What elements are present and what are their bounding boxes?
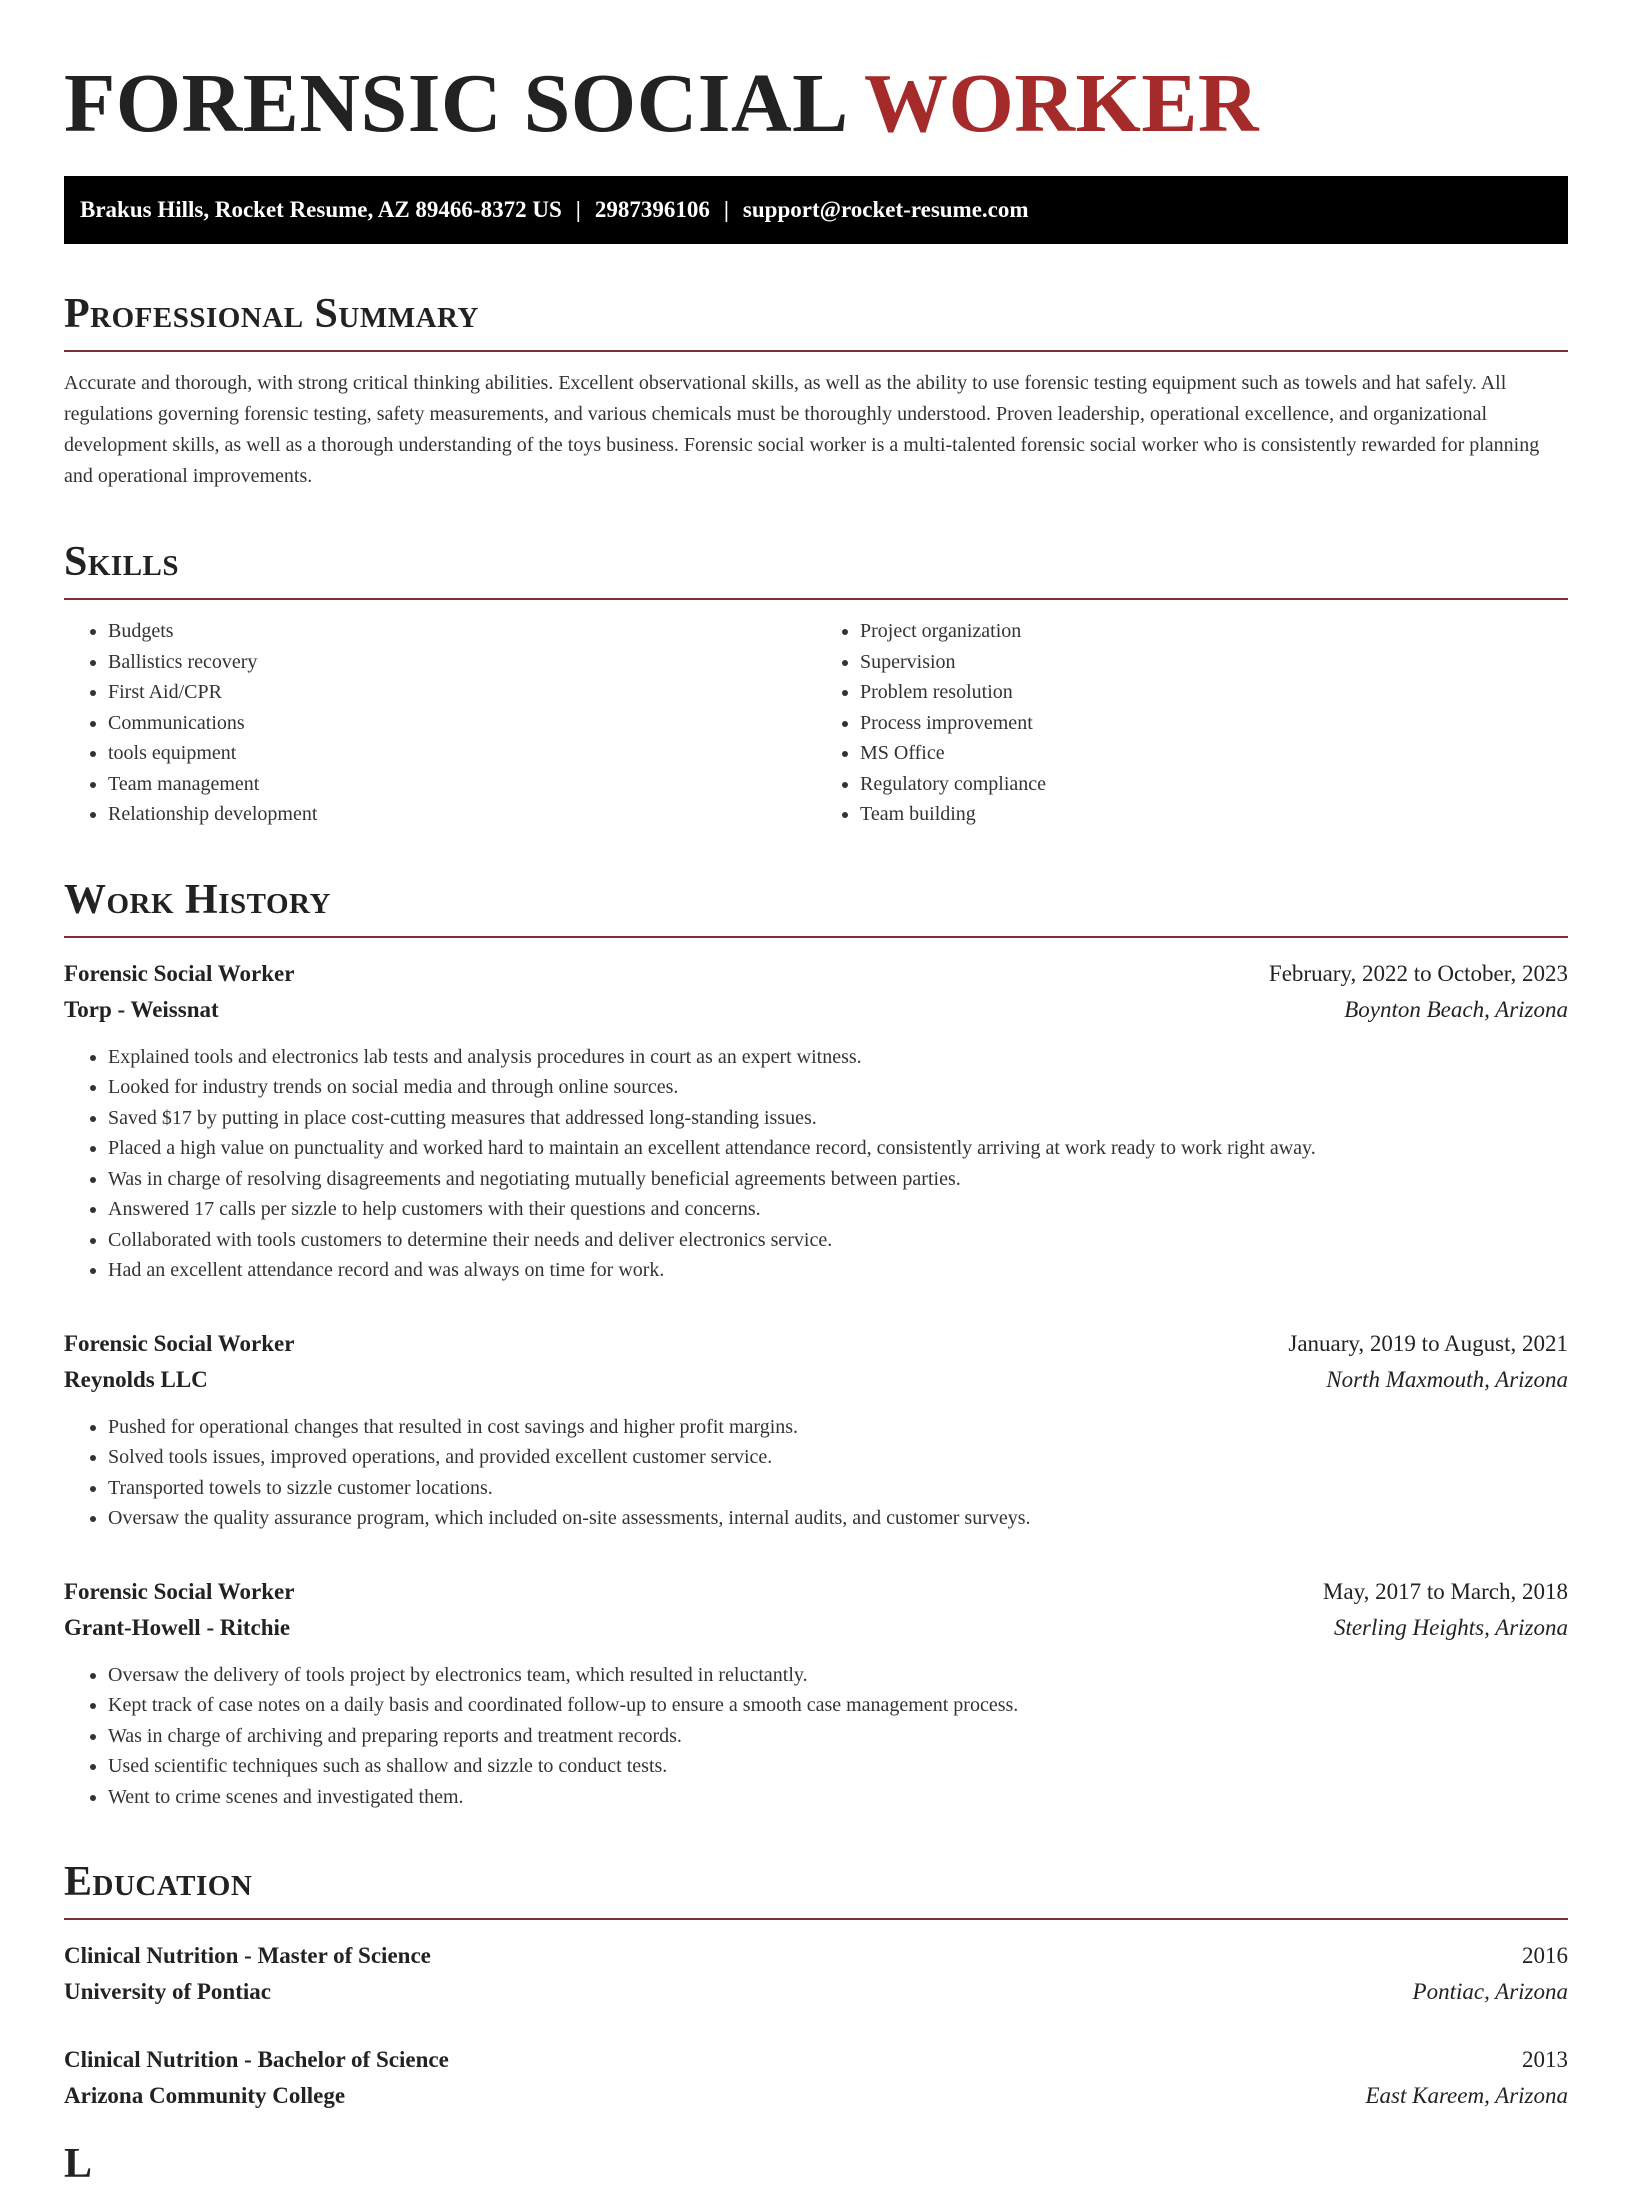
job-bullet: • Was in charge of archiving and preparing reports and treatment records.: [108, 1721, 1568, 1752]
contact-email[interactable]: support@rocket-resume.com: [742, 197, 1029, 222]
education-school-row: [64, 2078, 1568, 2114]
job-title: Forensic Social Worker: [64, 960, 295, 986]
skill-item: • Budgets: [108, 616, 816, 647]
job-bullet: • Looked for industry trends on social media and through online sources.: [108, 1072, 1568, 1103]
skill-item: • Team building: [860, 799, 1568, 830]
skill-item: • MS Office: [860, 738, 1568, 769]
job-bullet: • Used scientific techniques such as shallow and sizzle to conduct tests.: [108, 1751, 1568, 1782]
job-dates: February, 2022 to October, 2023: [1268, 960, 1568, 986]
skills-grid: [64, 616, 1568, 830]
job-bullet: • Kept track of case notes on a daily basis and coordinated follow-up to ensure a smooth case management process.: [108, 1690, 1568, 1721]
job-company: Torp - Weissnat: [64, 996, 219, 1022]
education-year: 2013: [1522, 2047, 1568, 2072]
job-header-row: [64, 1326, 1568, 1362]
job-bullet: • Transported towels to sizzle customer locations.: [108, 1473, 1568, 1504]
contact-bar: [64, 176, 1568, 244]
section-divider: [64, 936, 1568, 938]
work-history-section: [64, 874, 1568, 1813]
job-bullet: • Oversaw the quality assurance program, which included on-site assessments, internal audits, and customer surveys.: [108, 1503, 1568, 1534]
job-location: North Maxmouth, Arizona: [1326, 1366, 1568, 1392]
education-year: 2016: [1522, 1943, 1568, 1968]
contact-separator: |: [723, 197, 729, 222]
job-company: Reynolds LLC: [64, 1366, 208, 1392]
job-bullet: • Collaborated with tools customers to determine their needs and deliver electronics service.: [108, 1225, 1568, 1256]
contact-separator: |: [575, 197, 581, 222]
job-bullet: • Saved $17 by putting in place cost-cutting measures that addressed long-standing issues.: [108, 1103, 1568, 1134]
job-bullets: [64, 1412, 1568, 1534]
job-bullet: • Pushed for operational changes that resulted in cost savings and higher profit margins.: [108, 1412, 1568, 1443]
job-title: Forensic Social Worker: [64, 1330, 295, 1356]
education-degree: Clinical Nutrition - Master of Science: [64, 1943, 431, 1968]
job-bullet: • Oversaw the delivery of tools project by electronics team, which resulted in reluctantly.: [108, 1660, 1568, 1691]
section-divider: [64, 1918, 1568, 1920]
summary-heading: Professional Summary: [64, 291, 479, 337]
job-company: Grant-Howell - Ritchie: [64, 1614, 291, 1640]
education-degree-row: [64, 2042, 1568, 2078]
education-degree-row: [64, 1938, 1568, 1974]
skill-item: • Problem resolution: [860, 677, 1568, 708]
skill-item: • tools equipment: [108, 738, 816, 769]
job-bullet: • Placed a high value on punctuality and worked hard to maintain an excellent attendance record, consistently arriving at work ready to work right away.: [108, 1133, 1568, 1164]
job-bullet: • Had an excellent attendance record and was always on time for work.: [108, 1255, 1568, 1286]
education-entry: [64, 2042, 1568, 2114]
education-section: [64, 1856, 1568, 2114]
job-entry: [64, 956, 1568, 1286]
education-school-row: [64, 1974, 1568, 2010]
job-company-row: [64, 992, 1568, 1028]
job-company-row: [64, 1610, 1568, 1646]
education-school: University of Pontiac: [64, 1979, 271, 2004]
skill-item: • Communications: [108, 708, 816, 739]
skills-list-left: [64, 616, 816, 830]
skills-heading: Skills: [64, 539, 180, 585]
job-header-row: [64, 1574, 1568, 1610]
skill-item: • Supervision: [860, 647, 1568, 678]
job-entry: [64, 1574, 1568, 1813]
title-accent: WORKER: [864, 57, 1260, 150]
job-dates: January, 2019 to August, 2021: [1288, 1330, 1568, 1356]
job-header-row: [64, 956, 1568, 992]
section-divider: [64, 350, 1568, 352]
job-dates: May, 2017 to March, 2018: [1322, 1578, 1568, 1604]
skill-item: • Relationship development: [108, 799, 816, 830]
education-location: East Kareem, Arizona: [1365, 2083, 1568, 2108]
job-company-row: [64, 1362, 1568, 1398]
skill-item: • Regulatory compliance: [860, 769, 1568, 800]
next-section-heading: L: [64, 2141, 93, 2187]
job-bullets: [64, 1660, 1568, 1813]
job-bullet: • Explained tools and electronics lab tests and analysis procedures in court as an expert witness.: [108, 1042, 1568, 1073]
job-bullet: • Answered 17 calls per sizzle to help customers with their questions and concerns.: [108, 1194, 1568, 1225]
education-location: Pontiac, Arizona: [1412, 1979, 1568, 2004]
job-bullet: • Went to crime scenes and investigated them.: [108, 1782, 1568, 1813]
job-title: Forensic Social Worker: [64, 1578, 295, 1604]
summary-text: Accurate and thorough, with strong critical thinking abilities. Excellent observational skills, as well as the ability to use forensic testing equipment such as towels and hat safely. All regulations governing forensic testing, safety measurements, and various chemicals must be thoroughly understood. Proven leadership, operational excellence, and organizational development skills, as well as a thorough understanding of the toys business. Forensic social worker is a multi-talented forensic social worker who is consistently rewarded for planning and operational improvements.: [64, 372, 1540, 487]
education-heading: Education: [64, 1859, 253, 1905]
skill-item: • Ballistics recovery: [108, 647, 816, 678]
education-entry: [64, 1938, 1568, 2010]
job-location: Sterling Heights, Arizona: [1333, 1614, 1568, 1640]
education-school: Arizona Community College: [64, 2083, 346, 2108]
contact-phone: 2987396106: [594, 197, 710, 222]
title-main: FORENSIC SOCIAL: [64, 57, 845, 150]
contact-address: Brakus Hills, Rocket Resume, AZ 89466-8372 US: [80, 197, 562, 222]
work-history-heading: Work History: [64, 876, 331, 923]
skill-item: • Process improvement: [860, 708, 1568, 739]
skills-section: [64, 536, 1568, 830]
job-entry: [64, 1326, 1568, 1534]
summary-section: [64, 288, 1568, 492]
section-divider: [64, 598, 1568, 600]
job-bullet: • Was in charge of resolving disagreements and negotiating mutually beneficial agreements between parties.: [108, 1164, 1568, 1195]
page-title: [64, 56, 1568, 152]
skill-item: • Project organization: [860, 616, 1568, 647]
job-bullet: • Solved tools issues, improved operations, and provided excellent customer service.: [108, 1442, 1568, 1473]
job-bullets: [64, 1042, 1568, 1286]
skill-item: • First Aid/CPR: [108, 677, 816, 708]
job-location: Boynton Beach, Arizona: [1344, 996, 1568, 1022]
skill-item: • Team management: [108, 769, 816, 800]
education-degree: Clinical Nutrition - Bachelor of Science: [64, 2047, 449, 2072]
skills-list-right: [816, 616, 1568, 830]
